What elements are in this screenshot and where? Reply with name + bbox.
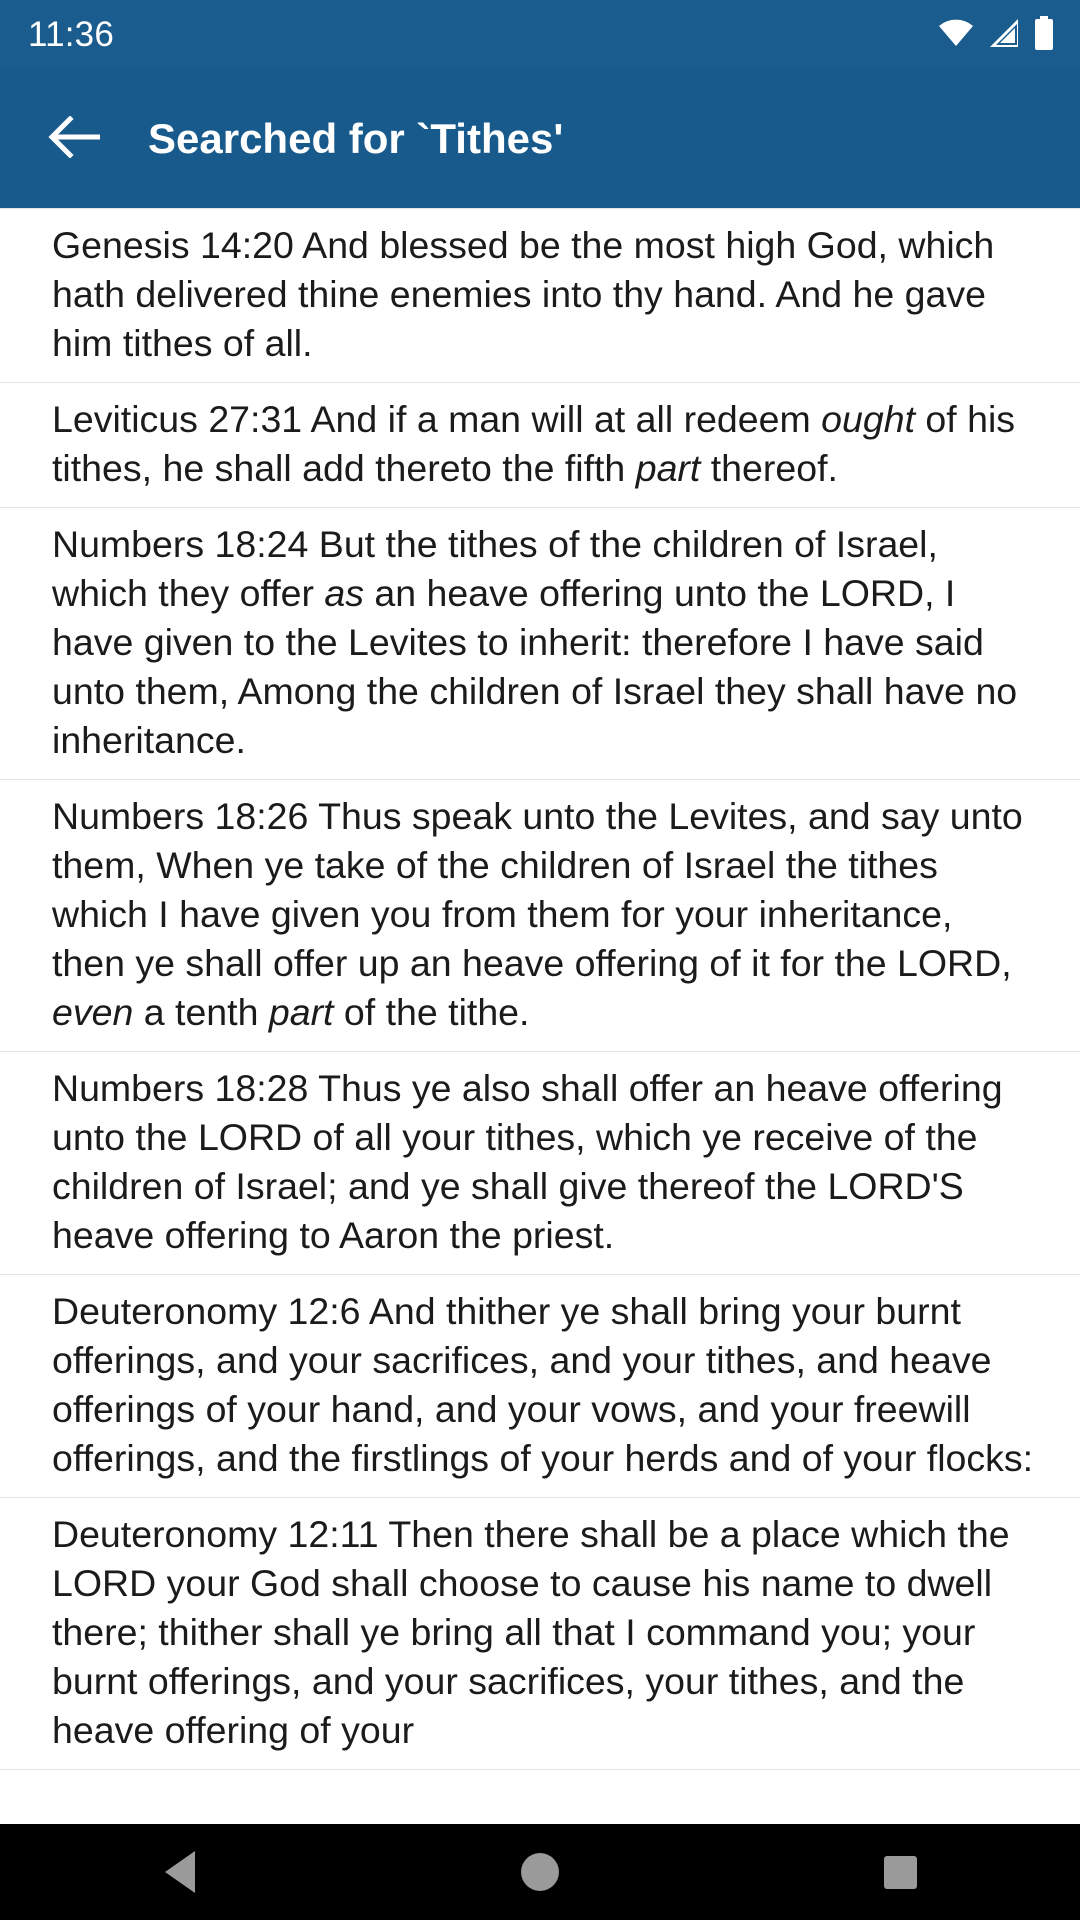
app-bar: [0, 70, 1080, 208]
list-item[interactable]: [0, 780, 1080, 1052]
page-title: Searched for `Tithes': [148, 115, 564, 162]
verse-text: Numbers 18:24 But the tithes of the children of Israel, which they offer as an heave offering unto the LORD, I have given to the Levites to inherit: therefore I have said unto them, Among the children of Israel they shall have no inheritance.: [52, 523, 1018, 761]
verse-text: Genesis 14:20 And blessed be the most high God, which hath delivered thine enemies into thy hand. And he gave him tithes of all.: [52, 224, 995, 364]
home-circle-icon: [521, 1853, 559, 1891]
list-item[interactable]: [0, 383, 1080, 508]
nav-home-button[interactable]: [480, 1824, 600, 1920]
list-item[interactable]: [0, 1498, 1080, 1770]
arrow-back-icon: [48, 116, 102, 163]
verse-text: Numbers 18:28 Thus ye also shall offer an heave offering unto the LORD of all your tithes, which ye receive of the children of Israel; and ye shall give thereof the LORD'S heave offering to Aaron the priest.: [52, 1067, 1003, 1256]
status-clock: 11:36: [28, 15, 114, 54]
back-button[interactable]: [40, 104, 110, 174]
verse-text: Deuteronomy 12:11 Then there shall be a place which the LORD your God shall choose to cause his name to dwell there; thither shall ye bring all that I command you; your burnt offerings, and your sacrifices, your tithes, and the heave offering of your: [52, 1513, 1010, 1751]
list-item[interactable]: [0, 208, 1080, 383]
back-triangle-icon: [165, 1851, 195, 1893]
verse-text: Deuteronomy 12:6 And thither ye shall bring your burnt offerings, and your sacrifices, and your tithes, and heave offerings of your hand, and your vows, and your freewill offerings, and the firstlings of your herds and of your flocks:: [52, 1290, 1034, 1479]
list-item[interactable]: [0, 508, 1080, 780]
system-navigation-bar: [0, 1824, 1080, 1920]
status-icons: [938, 16, 1054, 55]
search-results-list[interactable]: [0, 208, 1080, 1920]
verse-text: Numbers 18:26 Thus speak unto the Levites, and say unto them, When ye take of the children of Israel the tithes which I have given you from them for your inheritance, then ye shall offer up an heave offering of it for the LORD, even a tenth part of the tithe.: [52, 795, 1023, 1033]
recents-square-icon: [884, 1856, 917, 1889]
list-item[interactable]: [0, 1052, 1080, 1275]
verse-text: Leviticus 27:31 And if a man will at all redeem ought of his tithes, he shall add thereto the fifth part thereof.: [52, 398, 1016, 489]
list-item[interactable]: [0, 1275, 1080, 1498]
nav-recents-button[interactable]: [840, 1824, 960, 1920]
wifi-icon: [938, 19, 974, 52]
nav-back-button[interactable]: [120, 1824, 240, 1920]
status-bar: [0, 0, 1080, 70]
cell-signal-icon: [988, 18, 1020, 53]
battery-icon: [1034, 16, 1054, 55]
